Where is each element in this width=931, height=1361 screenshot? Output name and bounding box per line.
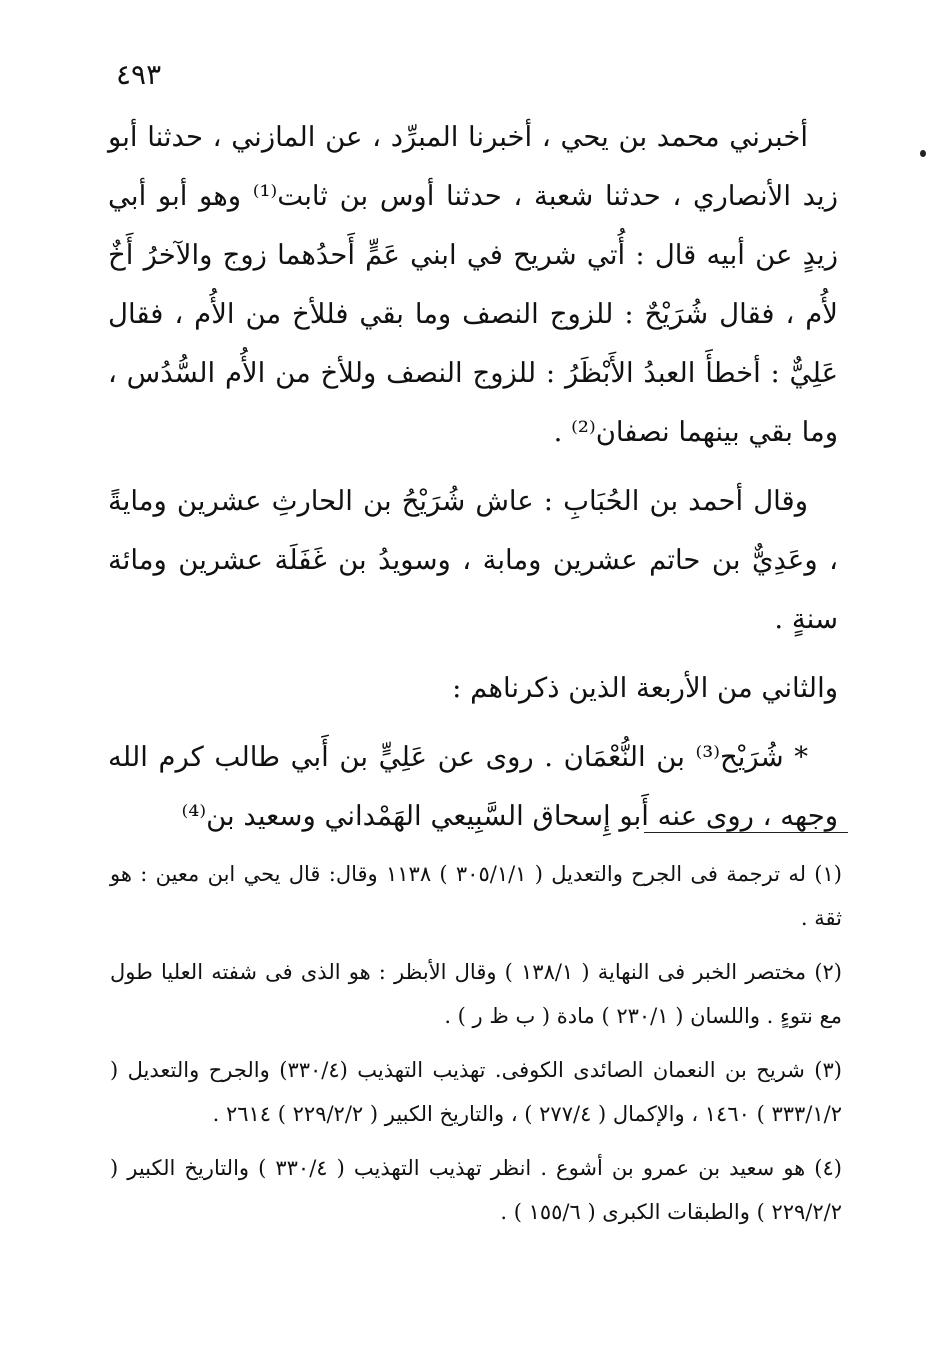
paragraph-1: أخبرني محمد بن يحي ، أخبرنا المبرِّد ، عن المازني ، حدثنا أبو زيد الأنصاري ، حدثنا شعبة ، حدثنا أوس بن ثابت⁽¹⁾ وهو أبو أبي زيدٍ عن أبيه قال : أُتي شريح في ابني عَمٍّ أَحدُهما زوج والآخرُ أَخٌ لأُم ، فقال شُرَيْحٌ : للزوج النصف وما بقي فللأخ من الأُم ، فقال عَلِيٌّ : أخطأَ العبدُ الأَبْظَرُ : للزوج النصف وللأخ من الأُم السُّدُس ، وما بقي بينهما نصفان⁽²⁾ .: [108, 121, 838, 448]
paragraph-3: والثاني من الأربعة الذين ذكرناهم :: [452, 672, 838, 704]
footnote-4: (٤) هو سعيد بن عمرو بن أشوع . انظر تهذيب التهذيب ( ٣٣٠/٤ ) والتاريخ الكبير ( ٢٢٩/٢/٢ ) والطبقات الكبرى ( ١٥٥/٦ ) .: [110, 1156, 842, 1224]
footnote-3: (٣) شريح بن النعمان الصائدى الكوفى. تهذيب التهذيب (٣٣٠/٤) والجرح والتعديل ( ٣٣٣/١/٢ ) ١٤٦٠ ، والإكمال ( ٢٧٧/٤ ) ، والتاريخ الكبير ( ٢٢٩/٢/٢ ) ٢٦١٤ .: [110, 1058, 842, 1126]
paragraph-2: وقال أحمد بن الحُبَابِ : عاش شُرَيْحُ بن الحارثِ عشرين ومايةً ، وعَدِيٌّ بن حاتم عشرين ومابة ، وسويدُ بن غَفَلَة عشرين ومائة سنةٍ .: [108, 485, 838, 635]
page-number: ٤٩٣: [116, 58, 162, 91]
footnote-divider: [644, 832, 848, 833]
margin-dot: [920, 150, 926, 157]
footnote-2: (٢) مختصر الخبر فى النهاية ( ١٣٨/١ ) وقال الأبظر : هو الذى فى شفته العليا طول مع نتوءٍ . واللسان ( ٢٣٠/١ ) مادة ( ب ظ ر ) .: [110, 960, 842, 1028]
footnotes: [110, 852, 842, 1234]
paragraph-4: * شُرَيْح⁽³⁾ بن النُّعْمَان . روى عن عَلِيٍّ بن أَبي طالب كرم الله وجهه ، روى عنه أَبو إِسحاق السَّبِيعي الهَمْداني وسعيد بن⁽⁴⁾: [108, 741, 838, 832]
footnote-1: (١) له ترجمة فى الجرح والتعديل ( ٣٠٥/١/١ ) ١١٣٨ وقال: قال يحي ابن معين : هو ثقة .: [110, 862, 842, 930]
main-text: [108, 108, 838, 846]
